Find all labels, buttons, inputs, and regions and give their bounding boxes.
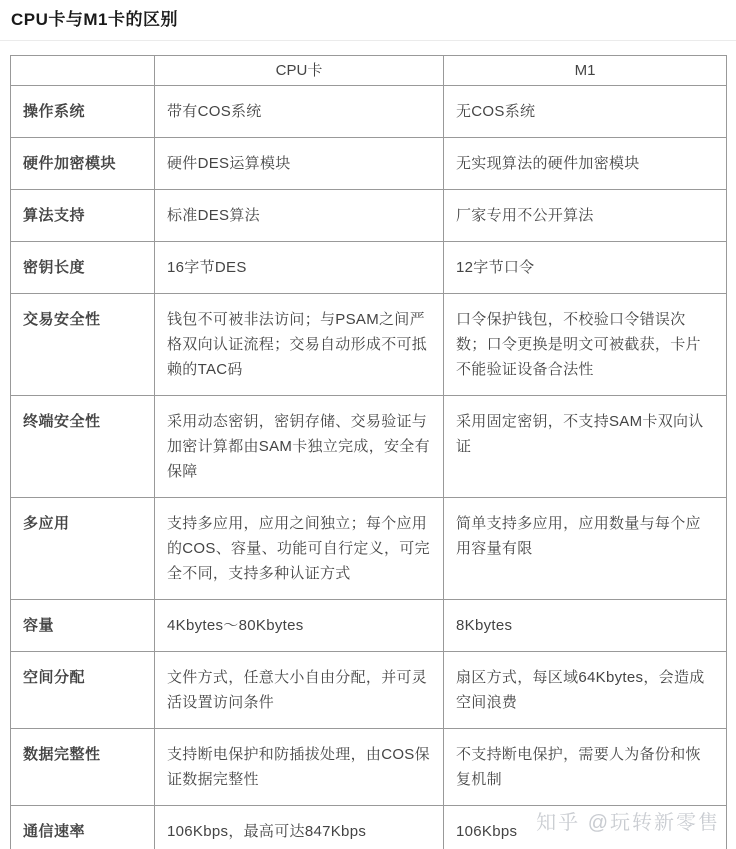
row-label-cell: 多应用	[11, 498, 155, 600]
table-row-key-length	[11, 242, 727, 294]
row-label-cell: 数据完整性	[11, 729, 155, 806]
row-label-cell: 终端安全性	[11, 396, 155, 498]
m1-value-cell: 厂家专用不公开算法	[444, 190, 727, 242]
table-row-algorithm-support	[11, 190, 727, 242]
table-row-terminal-security	[11, 396, 727, 498]
m1-value-cell: 采用固定密钥，不支持SAM卡双向认证	[444, 396, 727, 498]
cpu-value-cell: 硬件DES运算模块	[155, 138, 444, 190]
table-header-row	[11, 56, 727, 86]
m1-value-cell: 扇区方式，每区域64Kbytes，会造成空间浪费	[444, 652, 727, 729]
row-label-cell: 容量	[11, 600, 155, 652]
m1-value-cell: 无实现算法的硬件加密模块	[444, 138, 727, 190]
m1-value-cell: 8Kbytes	[444, 600, 727, 652]
row-label-cell: 密钥长度	[11, 242, 155, 294]
m1-value-cell: 简单支持多应用，应用数量与每个应用容量有限	[444, 498, 727, 600]
table-row-capacity	[11, 600, 727, 652]
cpu-value-cell: 16字节DES	[155, 242, 444, 294]
table-row-hardware-encryption	[11, 138, 727, 190]
comparison-table	[10, 55, 727, 849]
m1-value-cell: 12字节口令	[444, 242, 727, 294]
m1-value-cell: 口令保护钱包，不校验口令错误次数；口令更换是明文可被截获，卡片不能验证设备合法性	[444, 294, 727, 396]
column-header-empty	[11, 56, 155, 86]
row-label-cell: 通信速率	[11, 806, 155, 849]
cpu-value-cell: 4Kbytes～80Kbytes	[155, 600, 444, 652]
row-label-cell: 空间分配	[11, 652, 155, 729]
table-row-transaction-security	[11, 294, 727, 396]
m1-value-cell: 无COS系统	[444, 86, 727, 138]
row-label-cell: 交易安全性	[11, 294, 155, 396]
row-label-cell: 算法支持	[11, 190, 155, 242]
table-row-space-allocation	[11, 652, 727, 729]
table-row-communication-rate	[11, 806, 727, 849]
cpu-value-cell: 带有COS系统	[155, 86, 444, 138]
column-header-cpu-card: CPU卡	[155, 56, 444, 86]
m1-value-cell: 不支持断电保护，需要人为备份和恢复机制	[444, 729, 727, 806]
column-header-m1: M1	[444, 56, 727, 86]
row-label-cell: 操作系统	[11, 86, 155, 138]
cpu-value-cell: 采用动态密钥，密钥存储、交易验证与加密计算都由SAM卡独立完成，安全有保障	[155, 396, 444, 498]
cpu-value-cell: 文件方式，任意大小自由分配，并可灵活设置访问条件	[155, 652, 444, 729]
table-row-data-integrity	[11, 729, 727, 806]
zhihu-watermark: 知乎 @玩转新零售	[536, 812, 720, 834]
cpu-value-cell: 支持多应用，应用之间独立；每个应用的COS、容量、功能可自行定义，可完全不同，支持多种认证方式	[155, 498, 444, 600]
cpu-value-cell: 钱包不可被非法访问；与PSAM之间严格双向认证流程；交易自动形成不可抵赖的TAC码	[155, 294, 444, 396]
table-row-operating-system	[11, 86, 727, 138]
cpu-value-cell: 支持断电保护和防插拔处理，由COS保证数据完整性	[155, 729, 444, 806]
title-divider	[0, 40, 736, 41]
cpu-value-cell: 106Kbps，最高可达847Kbps	[155, 806, 444, 849]
table-row-multi-application	[11, 498, 727, 600]
row-label-cell: 硬件加密模块	[11, 138, 155, 190]
page-title: CPU卡与M1卡的区别	[11, 10, 179, 29]
m1-value-cell: 106Kbps	[444, 806, 727, 849]
cpu-value-cell: 标准DES算法	[155, 190, 444, 242]
